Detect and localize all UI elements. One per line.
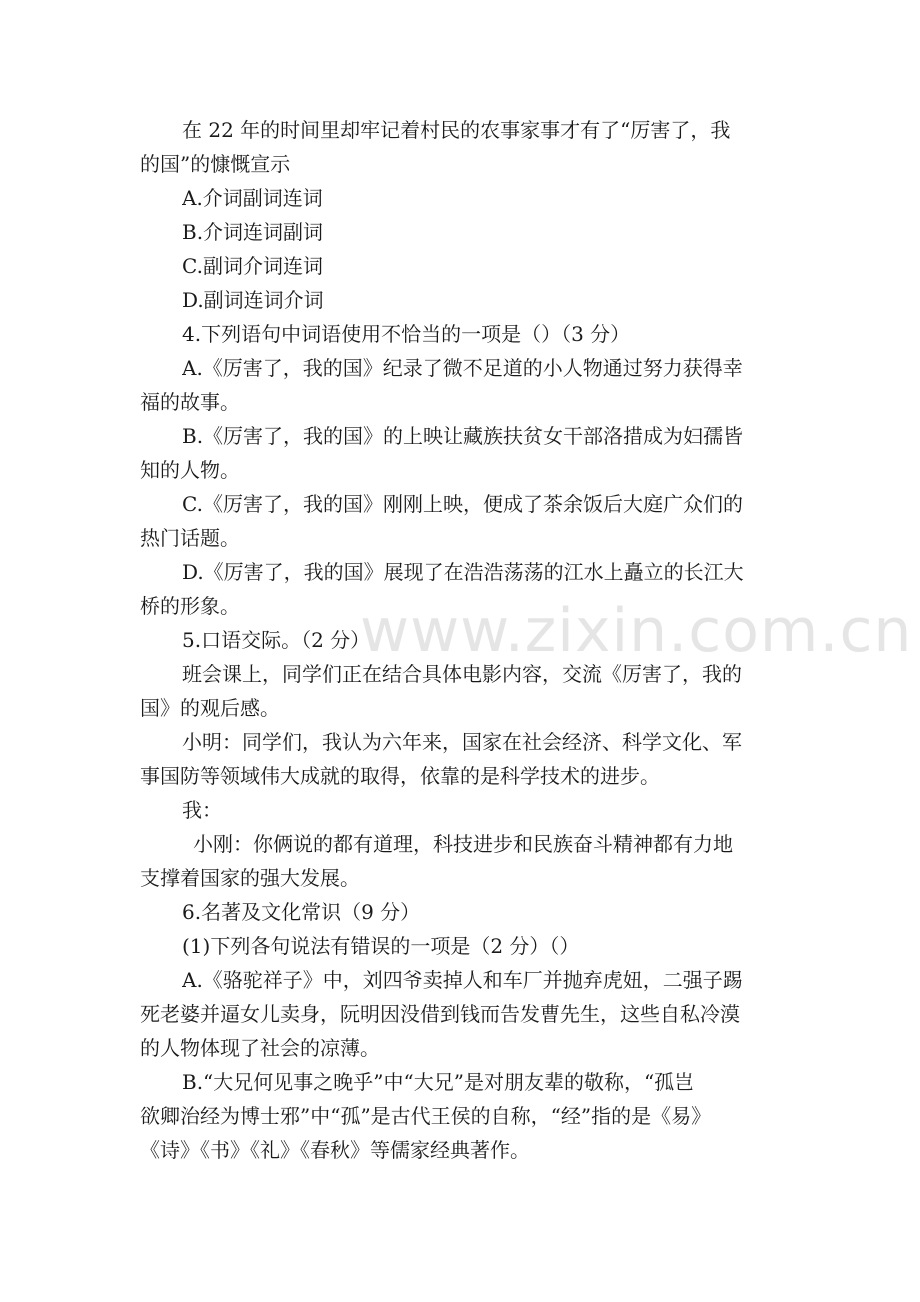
option-d: D.副词连词介词 (182, 288, 324, 312)
question-4: 4.下列语句中词语使用不恰当的一项是（）（3 分） (182, 322, 631, 346)
dialogue-xiaogang: 小刚：你俩说的都有道理，科技进步和民族奋斗精神都有力地 (193, 832, 733, 856)
paragraph-line: 班会课上，同学们正在结合具体电影内容，交流《厉害了，我的 (182, 662, 742, 686)
dialogue-xiaogang: 支撑着国家的强大发展。 (140, 866, 360, 890)
sub-question-1: (1)下列各句说法有错误的一项是（2 分）（） (182, 934, 580, 958)
option-a: A.《骆驼祥子》中，刘四爷卖掉人和车厂并抛弃虎妞，二强子踢 (182, 968, 743, 992)
text-line: 在 22 年的时间里却牢记着村民的农事家事才有了“厉害了，我 (182, 118, 731, 142)
option-d: D.《厉害了，我的国》展现了在浩浩荡荡的江水上矗立的长江大 (182, 560, 744, 584)
text-line: 的国”的慷慨宣示 (140, 152, 291, 176)
option-a: A.介词副词连词 (182, 186, 323, 210)
question-5: 5.口语交际。（2 分） (182, 628, 371, 652)
text-line: 知的人物。 (140, 458, 240, 482)
option-c: C.《厉害了，我的国》刚刚上映，便成了茶余饭后大庭广众们的 (182, 492, 743, 516)
dialogue-xiaoming: 事国防等领域伟大成就的取得，依靠的是科学技术的进步。 (140, 764, 660, 788)
question-6: 6.名著及文化常识（9 分） (182, 900, 421, 924)
watermark: www.zixin.com.cn (360, 596, 913, 666)
text-line: 桥的形象。 (140, 594, 240, 618)
text-line: 热门话题。 (140, 526, 240, 550)
option-b: B.“大兄何见事之晚乎”中“大兄”是对朋友辈的敬称，“孤岂 (182, 1070, 695, 1094)
dialogue-me: 我： (182, 798, 222, 822)
option-b: B.介词连词副词 (182, 220, 324, 244)
option-b: B.《厉害了，我的国》的上映让藏族扶贫女干部洛措成为妇孺皆 (182, 424, 744, 448)
text-line: 《诗》《书》《礼》《春秋》等儒家经典著作。 (140, 1138, 530, 1162)
text-line: 的人物体现了社会的凉薄。 (140, 1036, 380, 1060)
text-line: 死老婆并逼女儿卖身，阮明因没借到钱而告发曹先生，这些自私冷漠 (140, 1002, 740, 1026)
text-line: 欲卿治经为博士邪”中“孤”是古代王侯的自称，“经”指的是《易》 (140, 1104, 712, 1128)
text-line: 福的故事。 (140, 390, 240, 414)
option-c: C.副词介词连词 (182, 254, 323, 278)
option-a: A.《厉害了，我的国》纪录了微不足道的小人物通过努力获得幸 (182, 356, 743, 380)
paragraph-line: 国》的观后感。 (140, 696, 280, 720)
dialogue-xiaoming: 小明：同学们，我认为六年来，国家在社会经济、科学文化、军 (182, 730, 742, 754)
